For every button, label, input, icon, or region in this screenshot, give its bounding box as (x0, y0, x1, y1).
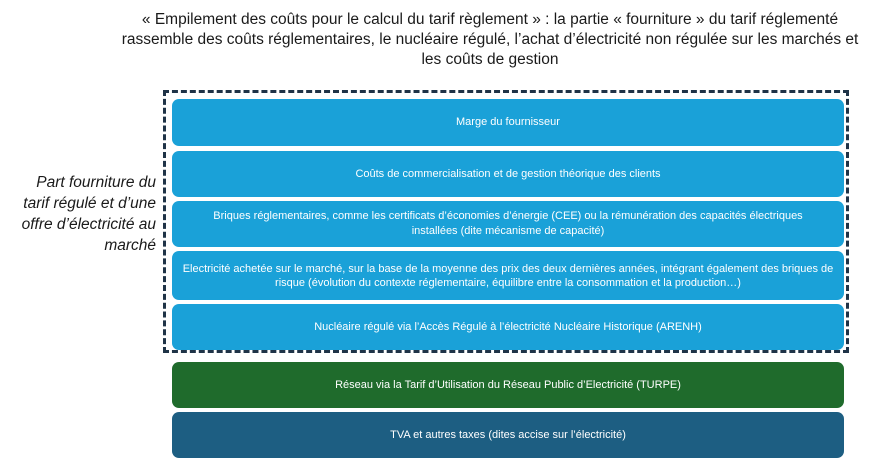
block-couts-commercialisation (172, 151, 844, 197)
block-electricite-marche (172, 251, 844, 300)
block-reseau-turpe (172, 362, 844, 408)
block-briques-reglementaires-label: Briques réglementaires, comme les certificats d’économies d’énergie (CEE) ou la rémunération des capacités électriques installées (dite mécanisme de capacité) (213, 210, 803, 237)
block-marge-fournisseur (172, 99, 844, 146)
diagram-title: « Empilement des coûts pour le calcul du tarif règlement » : la partie « fourniture » du tarif réglementé rassemble des coûts réglementaires, le nucléaire régulé, l’achat d’électricité non régulée sur les marchés et les coûts de gestion (121, 11, 859, 68)
block-tva-taxes-label: TVA et autres taxes (dites accise sur l’électricité) (390, 428, 626, 441)
block-briques-reglementaires (172, 201, 844, 247)
fourniture-group-label: Part fourniture du tarif régulé et d’une offre d’électricité au marché (21, 174, 156, 254)
block-marge-fournisseur-label: Marge du fournisseur (456, 116, 560, 128)
block-nucleaire-regule-label: Nucléaire régulé via l’Accès Régulé à l’électricité Nucléaire Historique (ARENH) (314, 320, 702, 333)
block-electricite-marche-label: Electricité achetée sur le marché, sur la base de la moyenne des prix des deux dernières années, intégrant également des briques de risque (évolution du contexte réglementaire, équilibre entre la consommation et la production…) (182, 262, 834, 289)
block-nucleaire-regule (172, 304, 844, 350)
block-tva-taxes (172, 412, 844, 458)
block-reseau-turpe-label: Réseau via la Tarif d’Utilisation du Réseau Public d’Electricité (TURPE) (335, 378, 681, 391)
block-couts-commercialisation-label: Coûts de commercialisation et de gestion théorique des clients (355, 167, 661, 180)
